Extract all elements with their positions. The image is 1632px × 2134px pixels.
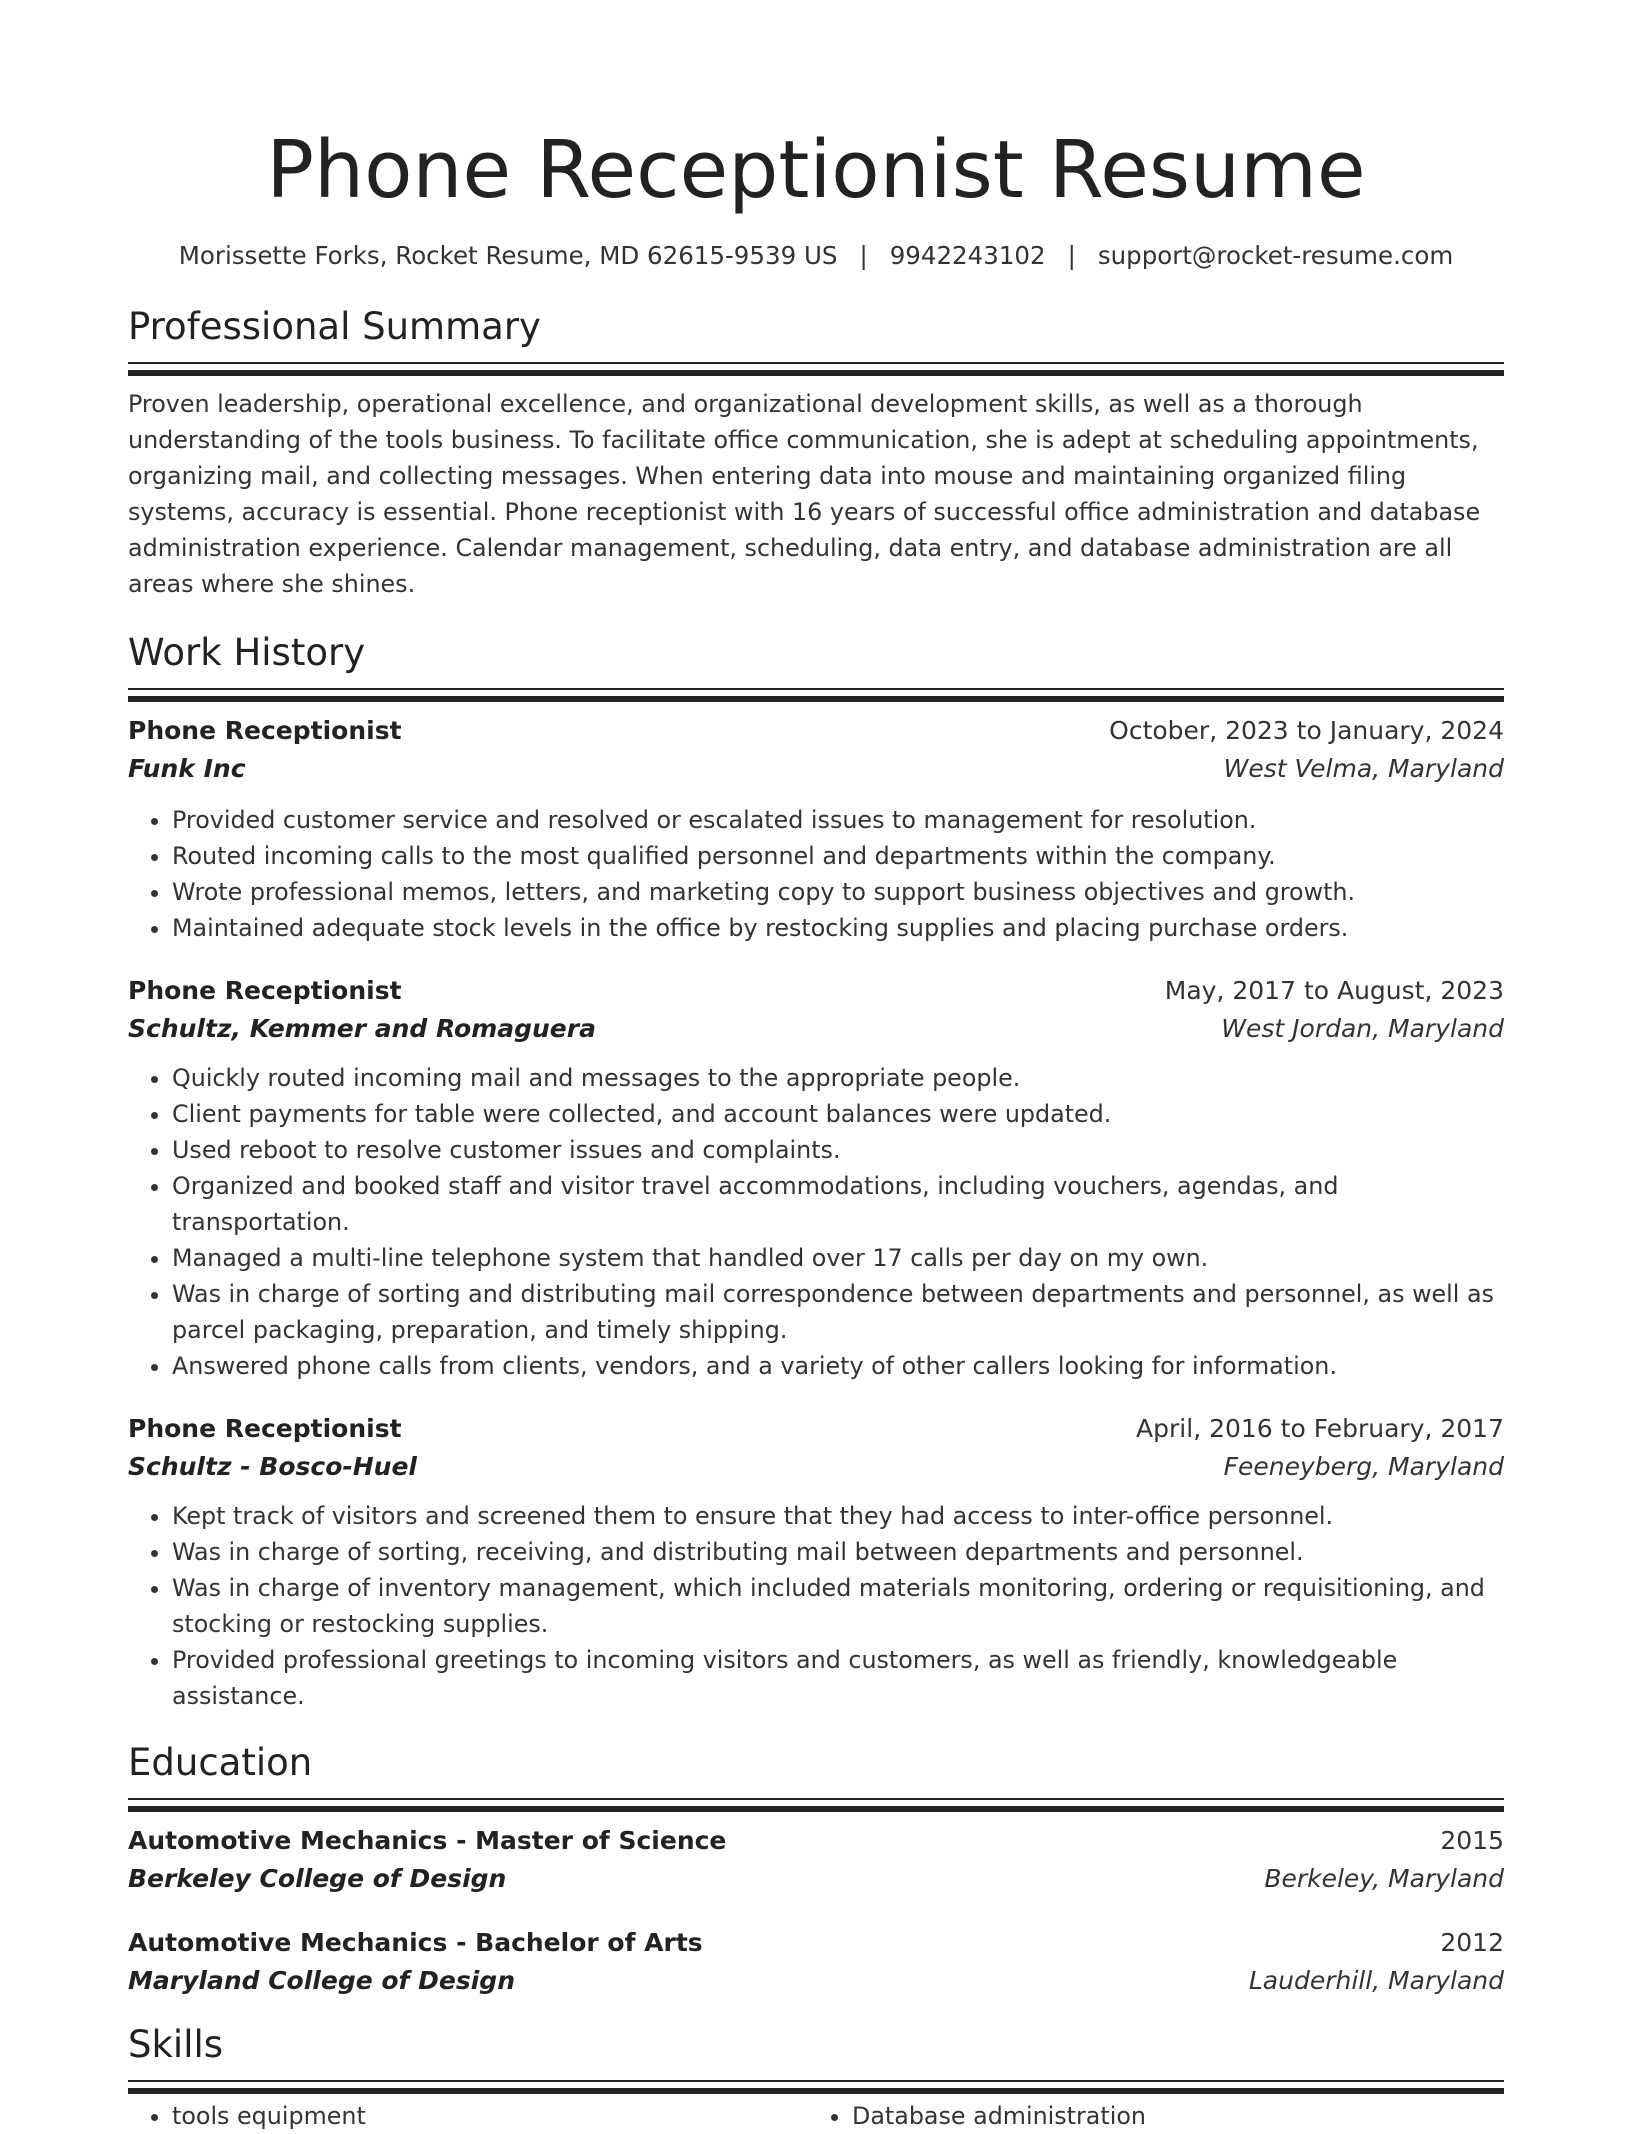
job-location: West Jordan, Maryland [1221,1014,1504,1043]
education-entry [128,1822,1504,1898]
job-subheader [128,1010,1504,1048]
job-header [128,1410,1504,1448]
education-section [128,1738,1504,2000]
job-entry [128,712,1504,946]
section-title-education: Education [128,1741,313,1784]
job-title: Phone Receptionist [128,976,402,1005]
education-school: Maryland College of Design [128,1966,515,1995]
education-header [128,1924,1504,1962]
job-bullet: • Organized and booked staff and visitor travel accommodations, including vouchers, agendas, and transportation. [172,1168,1504,1240]
education-location: Berkeley, Maryland [1264,1864,1504,1893]
job-bullet: • Used reboot to resolve customer issues and complaints. [172,1132,1504,1168]
education-header [128,1822,1504,1860]
job-bullets [128,1060,1504,1384]
resume-page [128,0,1504,2134]
contact-email: support@rocket-resume.com [1097,241,1454,270]
job-bullet: • Maintained adequate stock levels in the office by restocking supplies and placing purchase orders. [172,910,1504,946]
job-bullet: • Quickly routed incoming mail and messages to the appropriate people. [172,1060,1504,1096]
section-title-summary: Professional Summary [128,305,541,348]
contact-separator: | [859,241,868,270]
job-company: Schultz - Bosco-Huel [128,1452,418,1481]
contact-phone: 9942243102 [889,241,1046,270]
section-title-skills: Skills [128,2023,224,2066]
job-title: Phone Receptionist [128,716,402,745]
education-degree: Automotive Mechanics - Master of Science [128,1826,727,1855]
resume-title: Phone Receptionist Resume [266,124,1366,216]
job-dates: April, 2016 to February, 2017 [1136,1414,1504,1443]
job-bullet: • Was in charge of sorting and distributing mail correspondence between departments and personnel, as well as parcel packaging, preparation, and timely shipping. [172,1276,1504,1348]
education-year: 2012 [1440,1928,1504,1957]
summary-section [128,302,1504,602]
education-entry [128,1924,1504,2000]
education-location: Lauderhill, Maryland [1248,1966,1504,1995]
section-divider [128,362,1504,372]
job-bullet: • Wrote professional memos, letters, and marketing copy to support business objectives and growth. [172,874,1504,910]
job-bullet: • Routed incoming calls to the most qualified personnel and departments within the company. [172,838,1504,874]
job-entry [128,972,1504,1384]
job-subheader [128,1448,1504,1486]
job-subheader [128,750,1504,788]
job-bullet: • Provided professional greetings to incoming visitors and customers, as well as friendly, knowledgeable assistance. [172,1642,1504,1714]
job-company: Funk Inc [128,754,246,783]
skill-item: • tools equipment [172,2098,808,2134]
contact-address: Morissette Forks, Rocket Resume, MD 62615-9539 US [178,241,838,270]
skills-list [128,2098,808,2134]
contact-line [128,238,1504,274]
section-divider [128,2080,1504,2090]
job-bullets [128,1498,1504,1714]
work-history-section [128,628,1504,1714]
contact-separator: | [1067,241,1076,270]
job-header [128,712,1504,750]
education-subheader [128,1860,1504,1898]
job-bullet: • Managed a multi-line telephone system that handled over 17 calls per day on my own. [172,1240,1504,1276]
job-dates: October, 2023 to January, 2024 [1109,716,1504,745]
skills-column-right [808,2090,1488,2134]
education-year: 2015 [1440,1826,1504,1855]
job-entry [128,1410,1504,1714]
skills-grid [128,2090,1504,2134]
job-location: Feeneyberg, Maryland [1223,1452,1504,1481]
job-bullet: • Was in charge of inventory management, which included materials monitoring, ordering or requisitioning, and stocking or restocking supplies. [172,1570,1504,1642]
summary-text: Proven leadership, operational excellence, and organizational development skills, as well as a thorough understanding of the tools business. To facilitate office communication, she is adept at scheduling appointments, organizing mail, and collecting messages. When entering data into mouse and maintaining organized filing systems, accuracy is essential. Phone receptionist with 16 years of successful office administration and database administration experience. Calendar management, scheduling, data entry, and database administration are all areas where she shines. [128,390,1481,598]
skills-column-left [128,2090,808,2134]
skills-list [808,2098,1488,2134]
job-bullets [128,802,1504,946]
education-school: Berkeley College of Design [128,1864,507,1893]
job-bullet: • Was in charge of sorting, receiving, and distributing mail between departments and personnel. [172,1534,1504,1570]
job-title: Phone Receptionist [128,1414,402,1443]
job-header [128,972,1504,1010]
section-divider [128,1798,1504,1808]
job-bullet: • Answered phone calls from clients, vendors, and a variety of other callers looking for information. [172,1348,1504,1384]
section-title-work-history: Work History [128,631,366,674]
education-subheader [128,1962,1504,2000]
job-bullet: • Provided customer service and resolved or escalated issues to management for resolution. [172,802,1504,838]
job-bullet: • Kept track of visitors and screened them to ensure that they had access to inter-office personnel. [172,1498,1504,1534]
job-location: West Velma, Maryland [1223,754,1504,783]
education-degree: Automotive Mechanics - Bachelor of Arts [128,1928,703,1957]
skill-item: • Database administration [852,2098,1488,2134]
job-bullet: • Client payments for table were collected, and account balances were updated. [172,1096,1504,1132]
job-dates: May, 2017 to August, 2023 [1164,976,1504,1005]
section-divider [128,688,1504,698]
skills-section [128,2020,1504,2134]
job-company: Schultz, Kemmer and Romaguera [128,1014,596,1043]
